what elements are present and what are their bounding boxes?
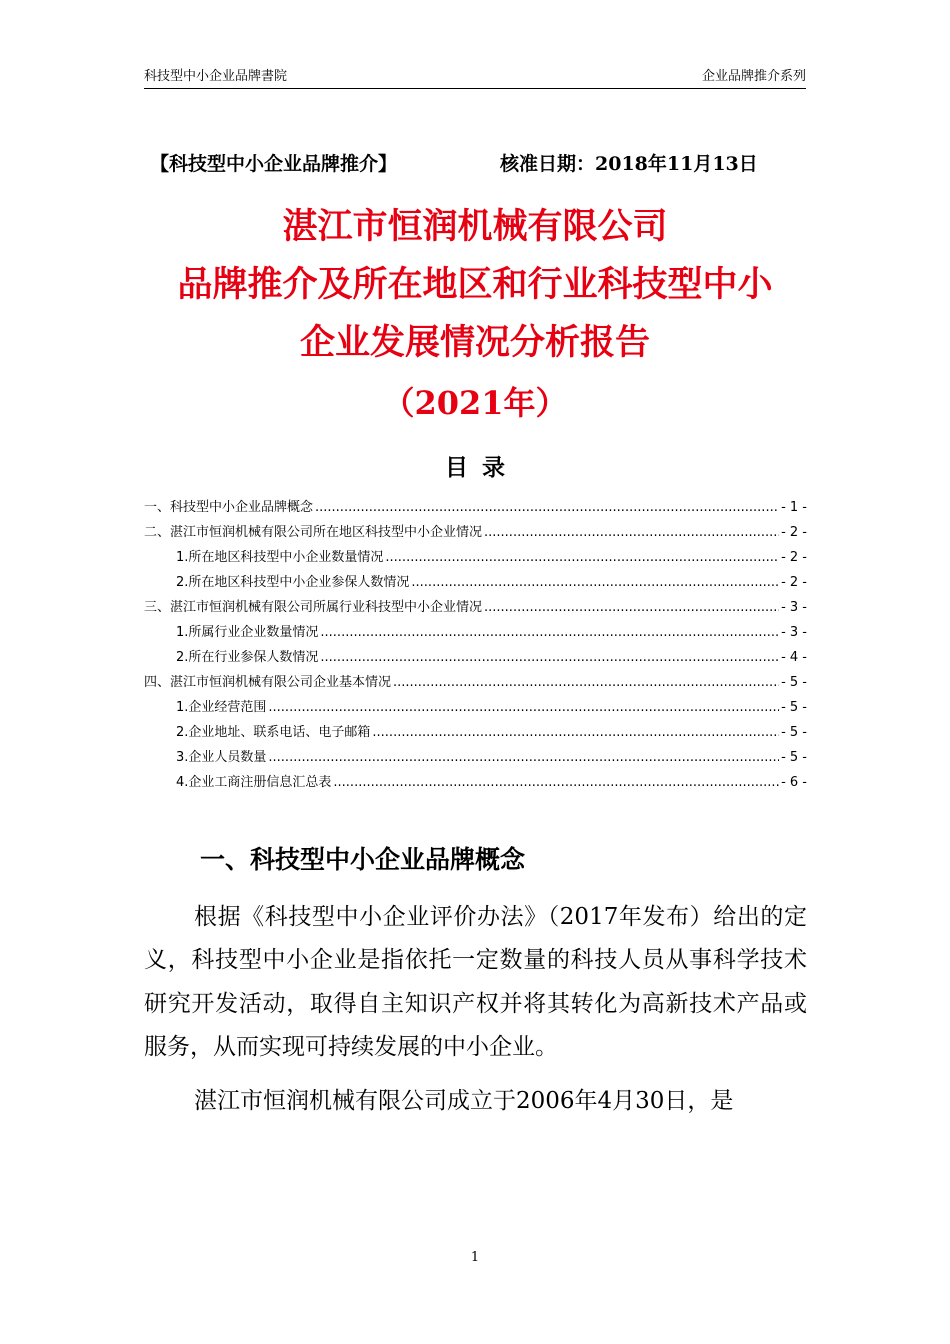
running-header-left: 科技型中小企业品牌書院 — [144, 69, 288, 84]
toc-entry-page: - 4 - — [781, 650, 807, 665]
toc-entry-page: - 5 - — [781, 725, 807, 740]
running-header-right: 企业品牌推介系列 — [701, 69, 806, 84]
toc-entry[interactable] — [144, 645, 807, 670]
toc-entry[interactable] — [144, 545, 807, 570]
toc-entry-page: - 3 - — [781, 600, 807, 615]
toc-entry[interactable] — [144, 595, 807, 620]
approval-date: 核准日期：2018年11月13日 — [500, 153, 758, 175]
toc-dot-leader — [320, 620, 779, 645]
toc-entry-label: 2.企业地址、联系电话、电子邮箱 — [176, 725, 371, 740]
toc-entry[interactable] — [144, 670, 807, 695]
toc-entry[interactable] — [144, 570, 807, 595]
toc-dot-leader — [315, 495, 779, 520]
toc-entry-page: - 5 - — [781, 675, 807, 690]
toc-entry[interactable] — [144, 695, 807, 720]
toc-entry-page: - 5 - — [781, 700, 807, 715]
toc-entry-label: 一、科技型中小企业品牌概念 — [144, 500, 314, 515]
toc-entry-label: 1.企业经营范围 — [176, 700, 267, 715]
table-of-contents — [144, 495, 807, 795]
toc-dot-leader — [320, 645, 779, 670]
toc-entry-page: - 2 - — [781, 575, 807, 590]
toc-entry-page: - 2 - — [781, 525, 807, 540]
toc-entry-page: - 2 - — [781, 550, 807, 565]
toc-dot-leader — [393, 670, 779, 695]
toc-dot-leader — [372, 720, 779, 745]
toc-heading: 目录 — [445, 455, 519, 481]
toc-dot-leader — [484, 595, 779, 620]
toc-entry-page: - 6 - — [781, 775, 807, 790]
toc-entry-label: 三、湛江市恒润机械有限公司所属行业科技型中小企业情况 — [144, 600, 483, 615]
toc-entry-label: 1.所属行业企业数量情况 — [176, 625, 319, 640]
toc-entry-label: 四、湛江市恒润机械有限公司企业基本情况 — [144, 675, 392, 690]
toc-entry-label: 1.所在地区科技型中小企业数量情况 — [176, 550, 384, 565]
toc-entry-label: 2.所在地区科技型中小企业参保人数情况 — [176, 575, 410, 590]
title-line-3: 企业发展情况分析报告 — [299, 323, 650, 363]
toc-dot-leader — [333, 770, 779, 795]
toc-dot-leader — [268, 695, 779, 720]
meta-row — [150, 149, 800, 179]
page-number: 1 — [470, 1250, 480, 1265]
toc-dot-leader — [385, 545, 779, 570]
toc-entry-page: - 5 - — [781, 750, 807, 765]
toc-entry-page: - 3 - — [781, 625, 807, 640]
toc-entry[interactable] — [144, 620, 807, 645]
toc-entry-page: - 1 - — [781, 500, 807, 515]
title-line-1: 湛江市恒润机械有限公司 — [282, 207, 668, 247]
report-title — [100, 198, 850, 432]
toc-entry-label: 二、湛江市恒润机械有限公司所在地区科技型中小企业情况 — [144, 525, 483, 540]
toc-dot-leader — [268, 745, 779, 770]
toc-entry[interactable] — [144, 520, 807, 545]
toc-entry[interactable] — [144, 770, 807, 795]
series-tag: 【科技型中小企业品牌推介】 — [150, 153, 398, 175]
body-paragraph-2: 湛江市恒润机械有限公司成立于2006年4月30日，是 — [194, 1087, 734, 1114]
toc-dot-leader — [411, 570, 779, 595]
toc-entry-label: 4.企业工商注册信息汇总表 — [176, 775, 332, 790]
toc-dot-leader — [484, 520, 779, 545]
toc-entry[interactable] — [144, 495, 807, 520]
toc-entry-label: 3.企业人员数量 — [176, 750, 267, 765]
body-paragraph-1: 根据《科技型中小企业评价办法》（2017年发布）给出的定义，科技型中小企业是指依托一定数量的科技人员从事科学技术研究开发活动，取得自主知识产权并将其转化为高新技术产品或服务，从而实现可持续发展的中小企业。 — [144, 904, 807, 1061]
toc-entry[interactable] — [144, 720, 807, 745]
body-text — [144, 896, 807, 1123]
title-year: （2021年） — [382, 384, 568, 422]
header-divider — [144, 88, 806, 89]
title-line-2: 品牌推介及所在地区和行业科技型中小 — [177, 265, 773, 305]
toc-entry-label: 2.所在行业参保人数情况 — [176, 650, 319, 665]
section-heading: 一、科技型中小企业品牌概念 — [200, 845, 526, 874]
toc-entry[interactable] — [144, 745, 807, 770]
